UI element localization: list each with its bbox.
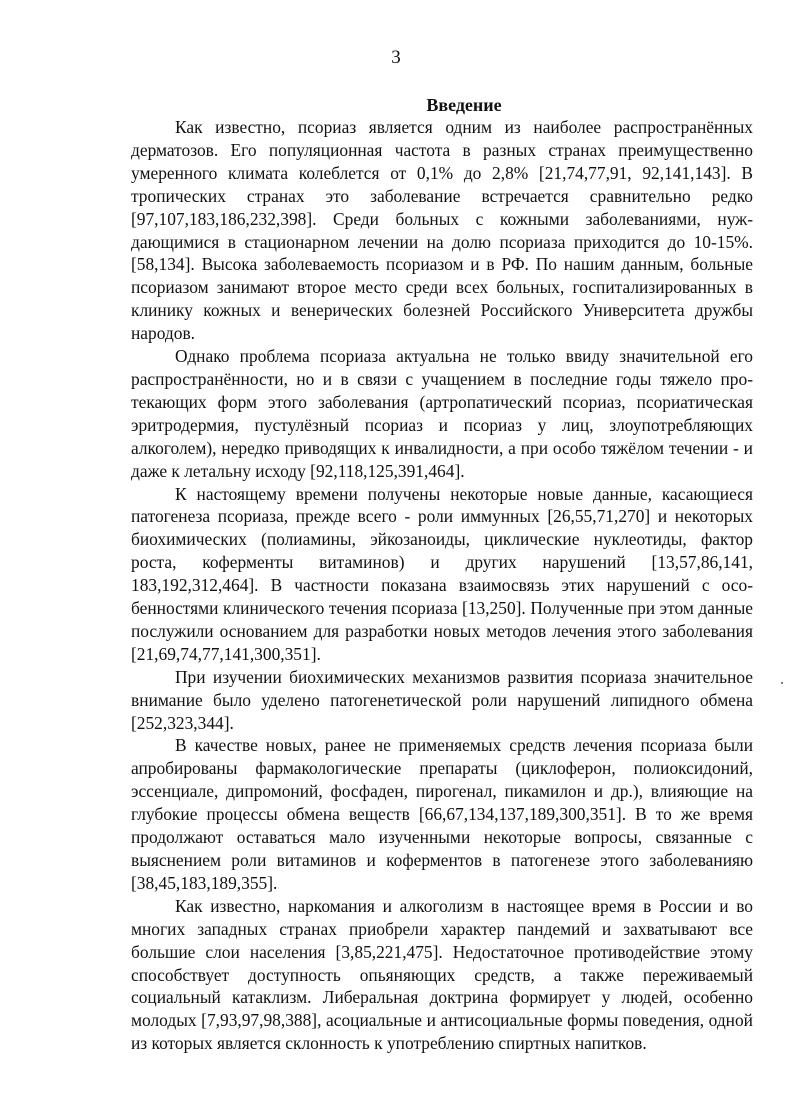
page-number: 3 (391, 47, 401, 68)
body-text (131, 116, 753, 1055)
paragraph: Однако проблема псориаза актуальна не только ввиду значительной его распространённости, но и в связи с учащением в последние годы тяжело протекающих форм этого заболевания (артропатический псориаз, псориатическая эритродермия, пустулёзный псориаз и псориаз у лиц, злоупотребляющих алкоголем), нередко приводящих к инвалидности, а при особо тяжёлом течении - и даже к летальну исходу [92,118,125,391,464]. (131, 346, 753, 481)
paragraph: При изучении биохимических механизмов развития псориаза значительное внимание было уделено патогенетической роли нарушений липидного обмена [252,323,344]. (131, 666, 753, 733)
paragraph: Как известно, наркомания и алкоголизм в настоящее время в России и во многих западных странах приобрели характер пандемий и захватывают все большие слои населения [3,85,221,475]. Недостаточное противодействие этому способствует доступность опьяняющих средств, а также переживаемый социальный катаклизм. Либеральная доктрина формирует у людей, особенно молодых [7,93,97,98,388], асоциальные и антисоциальные формы поведения, одной из которых является склонность к употреблению спиртных напитков. (131, 895, 753, 1054)
paragraph: К настоящему времени получены некоторые новые данные, касающиеся патогенеза псориаза, прежде всего - роли иммунных [26,55,71,270] и некоторых биохимических (полиамины, эйкозаноиды, циклические нуклеотиды, фактор роста, коферменты витаминов) и других нарушений [13,57,86,141, 183,192,312,464]. В частности показана взаимосвязь этих нарушений с особенностями клинического течения псориаза [13,250]. Полученные при этом данные послужили основанием для разработки новых методов лечения этого заболевания [21,69,74,77,141,300,351]. (131, 483, 753, 664)
paragraph: В качестве новых, ранее не применяемых средств лечения псориаза были апробированы фармакологические препараты (циклоферон, полиоксидоний, эссенциале, дипромоний, фосфаден, пирогенал, пикамилон и др.), влияющие на глубокие процессы обмена веществ [66,67,134,137,189,300,351]. В то же время продолжают оставаться мало изученными некоторые вопросы, связанные с выяснением роли витаминов и коферментов в патогенезе этого заболеванияю [38,45,183,189,355]. (131, 735, 753, 893)
section-heading: Введение (426, 95, 502, 115)
paragraph: Как известно, псориаз является одним из наиболее распространённых дерматозов. Его популяционная частота в разных странах преимущественно умеренного климата колеблется от 0,1% до 2,8% [21,74,77,91, 92,141,143]. В тропических странах это заболевание встречается сравнительно редко [97,107,183,186,232,398]. Среди больных с кожными заболеваниями, нуждающимися в стационарном лечении на долю псориаза приходится до 10-15%. [58,134]. Высока заболеваемость псориазом и в РФ. По нашим данным, больные псориазом занимают второе место среди всех больных, госпитализированных в клинику кожных и венерических болезней Российского Университета дружбы народов. (131, 117, 753, 344)
scan-speck (781, 682, 783, 684)
